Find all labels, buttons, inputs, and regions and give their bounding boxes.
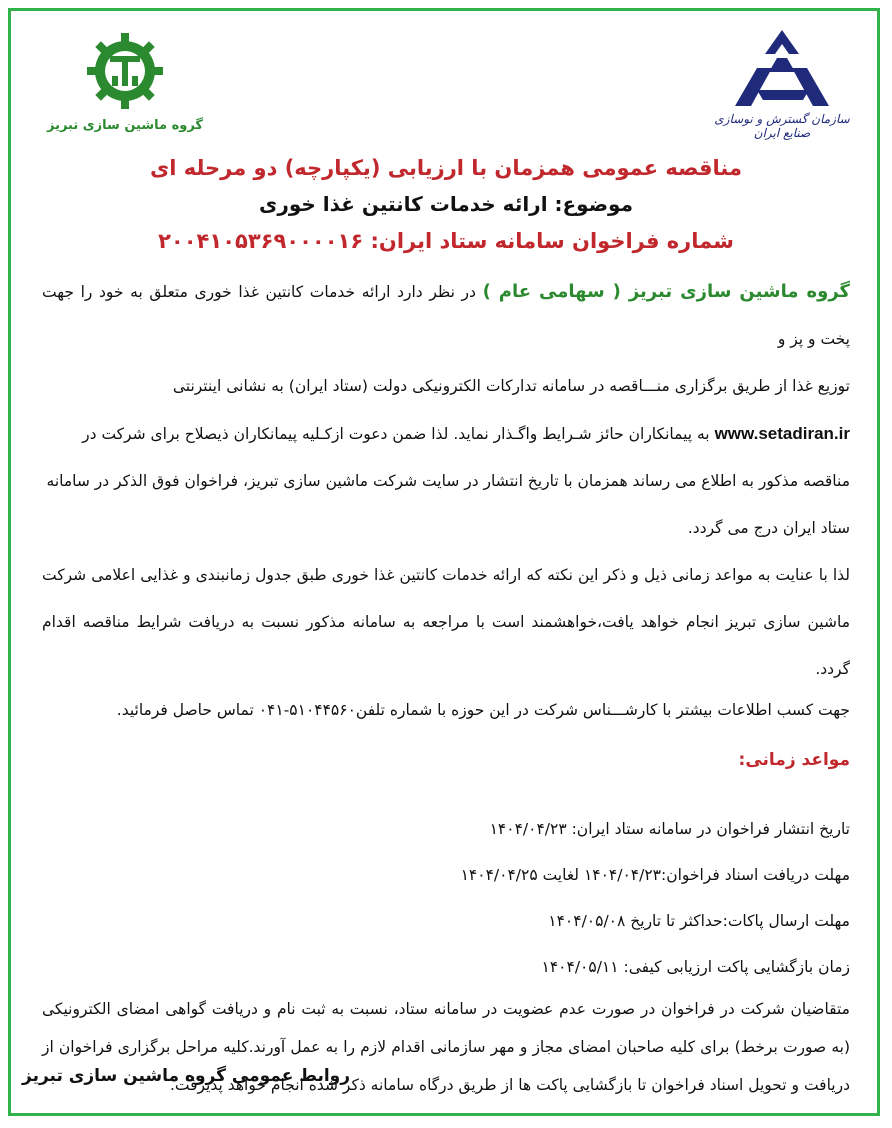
schedule-title: مواعد زمانی: <box>738 750 850 770</box>
idro-logo <box>702 28 862 140</box>
contact-line: جهت کسب اطلاعات بیشتر با کارشـــناس شرکت در این حوزه با شماره تلفن۵۱۰۴۴۵۶۰-۰۴۱ تماس حاصل فرمائید. <box>116 701 850 719</box>
intro-text-3: به پیمانکاران حائز شـرایط واگـذار نماید. لذا ضمن دعوت ازکـلیه پیمانکاران ذیصلاح برای شرکت در <box>82 425 710 443</box>
footer-signature: روابط عمومی گروه ماشین سازی تبریز <box>22 1066 351 1086</box>
website-link[interactable]: www.setadiran.ir <box>714 424 850 443</box>
schedule-item: مهلت دریافت اسناد فراخوان:۱۴۰۴/۰۴/۲۳ لغایت ۱۴۰۴/۰۴/۲۵ <box>460 866 850 884</box>
intro-line-4: مناقصه مذکور به اطلاع می رساند همزمان با تاریخ انتشار در سایت شرکت ماشین سازی تبریز، فراخوان فوق الذکر در سامانه <box>46 472 850 490</box>
triangle-logo-icon <box>727 28 837 110</box>
intro-line-2: توزیع غذا از طریق برگزاری منـــاقصه در سامانه تدارکات الکترونیکی دولت (ستاد ایران) به نشانی اینترنتی <box>172 377 850 395</box>
gear-logo-icon <box>84 30 166 112</box>
intro-line-1 <box>42 268 850 363</box>
tender-title: مناقصه عمومی همزمان با ارزیابی (یکپارچه) دو مرحله ای <box>149 156 743 180</box>
schedule-item: مهلت ارسال پاکات:حداکثر تا تاریخ ۱۴۰۴/۰۵/۰۸ <box>548 912 850 930</box>
schedule-item: زمان بازگشایی پاکت ارزیابی کیفی: ۱۴۰۴/۰۵/۱۱ <box>541 958 850 976</box>
announcement-body <box>42 268 850 1104</box>
intro-line-5: ستاد ایران درج می گردد. <box>687 519 850 537</box>
idro-logo-caption: سازمان گسترش و نوسازی صنایع ایران <box>714 112 850 140</box>
company-logo-caption: گروه ماشین سازی تبریز <box>46 118 203 133</box>
intro-text-1: در نظر دارد ارائه خدمات کانتین غذا خوری متعلق به خود را جهت پخت و پز و <box>42 283 850 348</box>
tender-number-line <box>0 222 892 260</box>
tender-number: ۲۰۰۴۱۰۵۳۶۹۰۰۰۰۱۶ <box>158 229 364 253</box>
tender-number-label: شماره فراخوان سامانه ستاد ایران: <box>370 229 734 253</box>
registration-note: متقاضیان شرکت در فراخوان در صورت عدم عضویت در سامانه ستاد، نسبت به ثبت نام و دریافت گواهی امضای الکترونیکی (به صورت برخط) برای کلیه صاحبان امضای مجاز و مهر سازمانی اقدام لازم را به عمل آورند.کلیه مراحل برگزاری فراخوان از دریافت و تحویل اسناد فراخوان تا بازگشایی پاکت ها از طریق درگاه سامانه ذکر شده انجام خواهد پذیرفت. <box>42 1000 850 1094</box>
company-name: گروه ماشین سازی تبریز ( سهامی عام ) <box>482 281 850 302</box>
intro-line-3 <box>42 410 850 458</box>
paragraph-2: لذا با عنایت به مواعد زمانی ذیل و ذکر این نکته که ارائه خدمات کانتین غذا خوری طبق جدول زمانبندی و غذایی اعلامی شرکت ماشین سازی تبریز انجام خواهد یافت،خواهشمند است با مراجعه به سامانه مذکور نسبت به دریافت شرایط مناقصه اقدام گردد. <box>42 566 850 678</box>
tender-subject: موضوع: ارائه خدمات کانتین غذا خوری <box>259 192 633 216</box>
schedule-item: تاریخ انتشار فراخوان در سامانه ستاد ایران: ۱۴۰۴/۰۴/۲۳ <box>489 820 850 838</box>
schedule-list <box>42 806 850 990</box>
company-logo <box>40 30 210 133</box>
header <box>0 150 892 260</box>
